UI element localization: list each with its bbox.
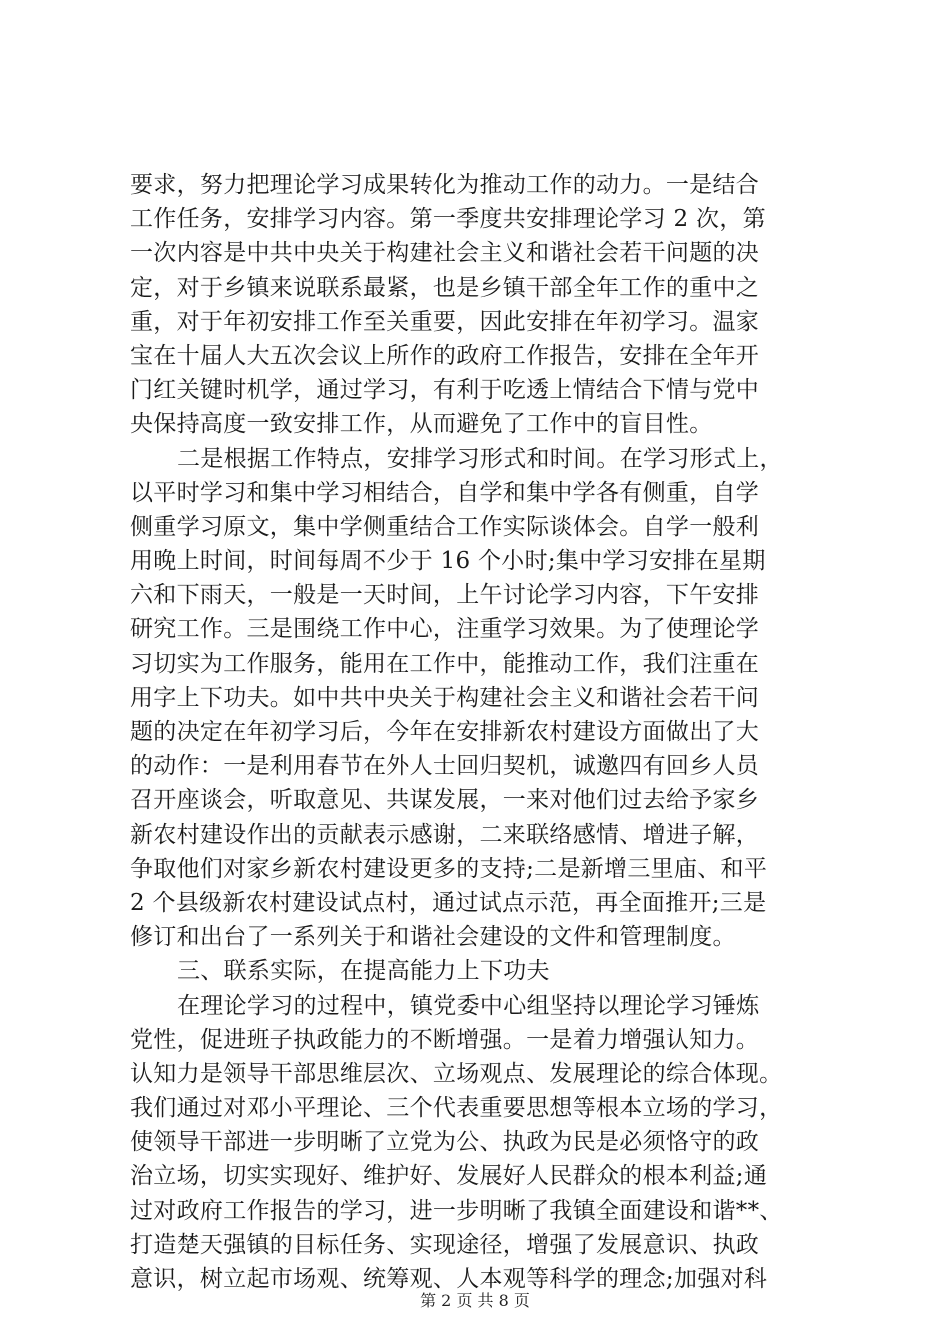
text-line: 题的决定在年初学习后，今年在安排新农村建设方面做出了大 (130, 719, 760, 745)
text-line: 新农村建设作出的贡献表示感谢，二来联络感情、增进子解， (130, 821, 760, 848)
text-line: 重，对于年初安排工作至关重要，因此安排在年初学习。温家 (130, 308, 760, 335)
section-heading (130, 954, 830, 988)
text-line: 我们通过对邓小平理论、三个代表重要思想等根本立场的学习， (130, 1095, 783, 1122)
text-line: 召开座谈会，听取意见、共谋发展，一来对他们过去给予家乡 (130, 787, 760, 814)
text-line: 过对政府工作报告的学习，进一步明晰了我镇全面建设和谐**、 (130, 1197, 783, 1224)
text-line: 二是根据工作特点，安排学习形式和时间。在学习形式上， (177, 445, 783, 472)
text-line: 认知力是领导干部思维层次、立场观点、发展理论的综合体现。 (130, 1060, 783, 1087)
text-line: 用字上下功夫。如中共中央关于构建社会主义和谐社会若干问 (130, 684, 760, 711)
text-line: 侧重学习原文，集中学侧重结合工作实际谈体会。自学一般利 (130, 513, 760, 540)
text-line: 宝在十届人大五次会议上所作的政府工作报告，安排在全年开 (130, 342, 760, 369)
text-line: 门红关键时机学，通过学习，有利于吃透上情结合下情与党中 (130, 377, 760, 404)
text-line: 意识，树立起市场观、统筹观、人本观等科学的理念;加强对科 (130, 1266, 768, 1292)
text-line: 一次内容是中共中央关于构建社会主义和谐社会若干问题的决 (130, 240, 760, 267)
page-number-footer: 第 2 页 共 8 页 (420, 1291, 530, 1310)
text-line: 定，对于乡镇来说联系最紧，也是乡镇干部全年工作的重中之 (130, 274, 760, 301)
text-line: 党性，促进班子执政能力的不断增强。一是着力增强认知力。 (130, 1026, 760, 1053)
text-line: 要求，努力把理论学习成果转化为推动工作的动力。一是结合 (130, 172, 760, 198)
body-text (130, 168, 830, 1296)
text-line: 打造楚天强镇的目标任务、实现途径，增强了发展意识、执政 (130, 1231, 760, 1258)
text-line: 研究工作。三是围绕工作中心，注重学习效果。为了使理论学 (130, 616, 760, 643)
text-line: 修订和出台了一系列关于和谐社会建设的文件和管理制度。 (130, 924, 736, 951)
text-line: 2 个县级新农村建设试点村，通过试点示范，再全面推开;三是 (130, 889, 767, 916)
paragraph (130, 989, 830, 1297)
paragraph (130, 442, 830, 955)
text-line: 用晚上时间，时间每周不少于 16 个小时;集中学习安排在星期 (130, 548, 766, 575)
text-line: 的动作：一是利用春节在外人士回归契机，诚邀四有回乡人员 (130, 753, 760, 780)
text-line: 在理论学习的过程中，镇党委中心组坚持以理论学习锤炼 (177, 992, 760, 1019)
text-line: 以平时学习和集中学习相结合，自学和集中学各有侧重，自学 (130, 479, 760, 506)
text-line: 习切实为工作服务，能用在工作中，能推动工作，我们注重在 (130, 650, 760, 677)
text-line: 治立场，切实实现好、维护好、发展好人民群众的根本利益;通 (130, 1163, 768, 1190)
text-line: 工作任务，安排学习内容。第一季度共安排理论学习 2 次，第 (130, 206, 766, 233)
text-line: 六和下雨天，一般是一天时间，上午讨论学习内容，下午安排 (130, 582, 760, 609)
text-line: 央保持高度一致安排工作，从而避免了工作中的盲目性。 (130, 411, 713, 438)
text-line: 争取他们对家乡新农村建设更多的支持;二是新增三里庙、和平 (130, 855, 768, 882)
paragraph (130, 168, 830, 442)
text-line: 使领导干部进一步明晰了立党为公、执政为民是必须恪守的政 (130, 1129, 760, 1156)
text-line: 三、联系实际，在提高能力上下功夫 (177, 958, 550, 985)
